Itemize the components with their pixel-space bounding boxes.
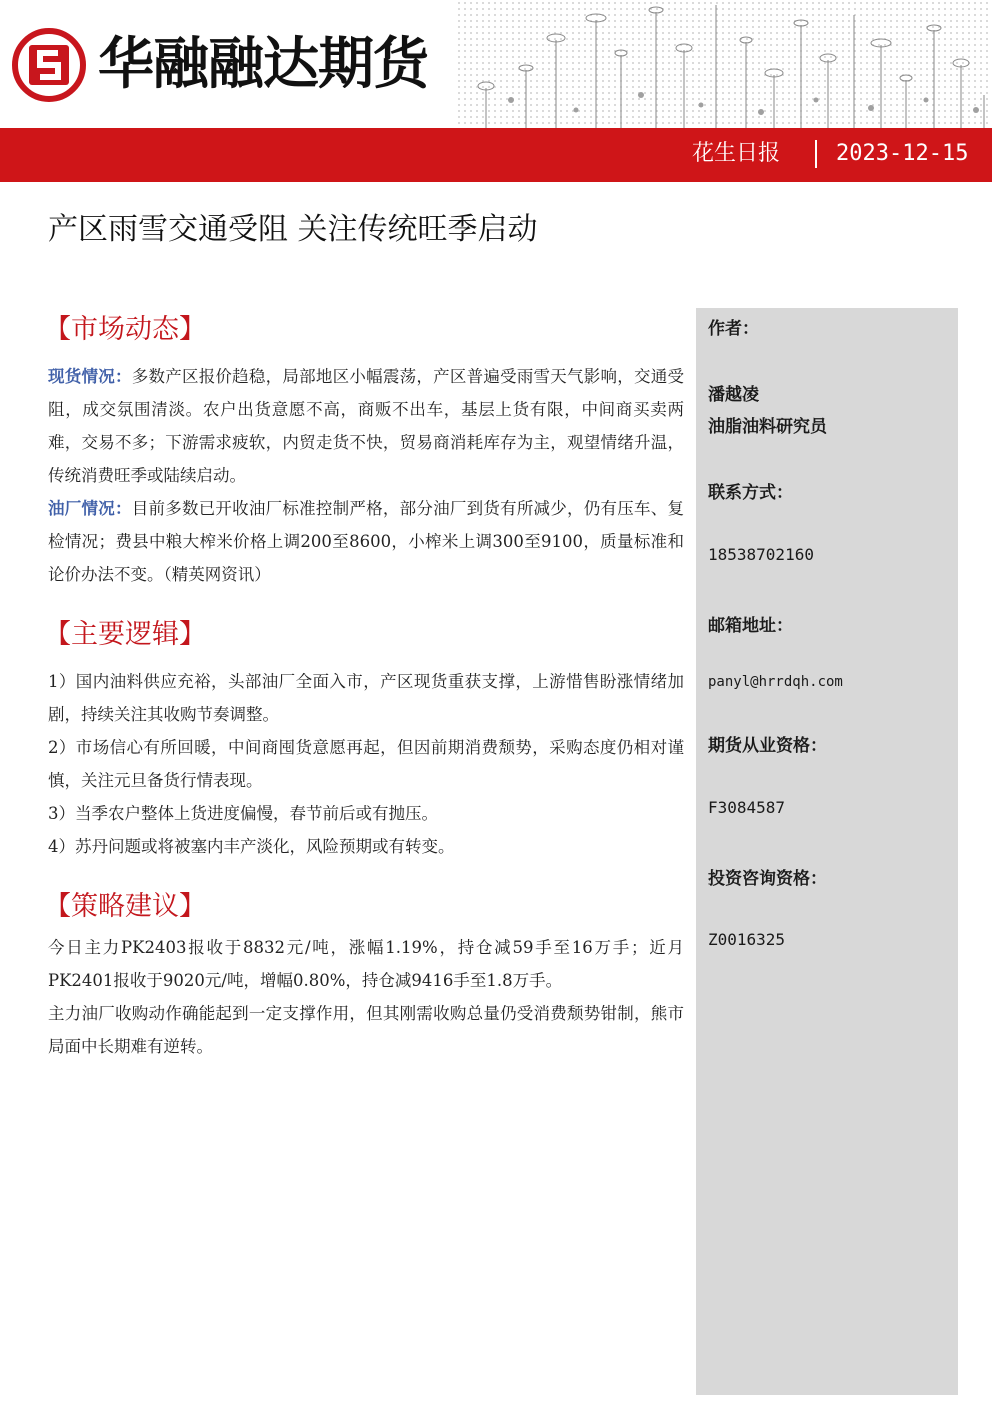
report-date: 2023-12-15 (836, 141, 969, 166)
logic-item: 1）国内油料供应充裕，头部油厂全面入市，产区现货重获支撑，上游惜售盼涨情绪加剧，持续关注其收购节奏调整。 (48, 672, 684, 724)
section-heading-logic: 【主要逻辑】 (44, 619, 206, 650)
email-address[interactable]: panyl@hrrdqh.com (708, 674, 843, 690)
report-type: 花生日报 (691, 141, 780, 166)
section-heading-strategy: 【策略建议】 (44, 891, 206, 922)
email-label: 邮箱地址： (708, 616, 793, 636)
mill-label: 油厂情况： (48, 499, 132, 518)
header-divider (815, 140, 817, 168)
mill-paragraph (48, 492, 684, 591)
advisory-qualification-id: Z0016325 (708, 930, 786, 949)
author-title: 油脂油料研究员 (708, 417, 827, 437)
author-label: 作者： (708, 319, 759, 339)
section-heading-market: 【市场动态】 (44, 314, 206, 345)
author-name: 潘越凌 (708, 385, 759, 405)
strategy-paragraph: 主力油厂收购动作确能起到一定支撑作用，但其刚需收购总量仍受消费颓势钳制，熊市局面中长期难有逆转。 (48, 1004, 684, 1056)
page-title: 产区雨雪交通受阻 关注传统旺季启动 (48, 212, 538, 247)
logic-item: 2）市场信心有所回暖，中间商囤货意愿再起，但因前期消费颓势，采购态度仍相对谨慎，关注元旦备货行情表现。 (48, 738, 684, 790)
author-sidebar (696, 308, 958, 1395)
report-header (0, 0, 992, 128)
phone-number: 18538702160 (708, 545, 814, 564)
spot-text: 多数产区报价趋稳，局部地区小幅震荡，产区普遍受雨雪天气影响，交通受阻，成交氛围清淡。农户出货意愿不高，商贩不出车，基层上货有限，中间商买卖两难，交易不多；下游需求疲软，内贸走货不快，贸易商消耗库存为主，观望情绪升温，传统消费旺季或陆续启动。 (48, 367, 685, 485)
mill-text: 目前多数已开收油厂标准控制严格，部分油厂到货有所减少，仍有压车、复检情况；费县中粮大榨米价格上调200至8600，小榨米上调300至9100，质量标准和论价办法不变。（精英网资讯） (48, 499, 685, 584)
spot-label: 现货情况： (48, 367, 132, 386)
futures-qualification-id: F3084587 (708, 798, 786, 817)
company-name: 华融融达期货 (98, 32, 428, 97)
main-content (44, 308, 685, 1063)
header-decoration (456, 0, 992, 128)
company-logo-icon (12, 28, 86, 102)
futures-qualification-label: 期货从业资格： (708, 736, 827, 756)
logic-item: 3）当季农户整体上货进度偏慢，春节前后或有抛压。 (48, 804, 438, 823)
strategy-paragraph: 今日主力PK2403报收于8832元/吨，涨幅1.19%，持仓减59手至16万手；近月PK2401报收于9020元/吨，增幅0.80%，持仓减9416手至1.8万手。 (48, 938, 684, 990)
logic-item: 4）苏丹问题或将被塞内丰产淡化，风险预期或有转变。 (48, 837, 455, 856)
advisory-qualification-label: 投资咨询资格： (708, 869, 827, 889)
spot-paragraph (48, 360, 684, 492)
contact-label: 联系方式： (708, 483, 793, 503)
